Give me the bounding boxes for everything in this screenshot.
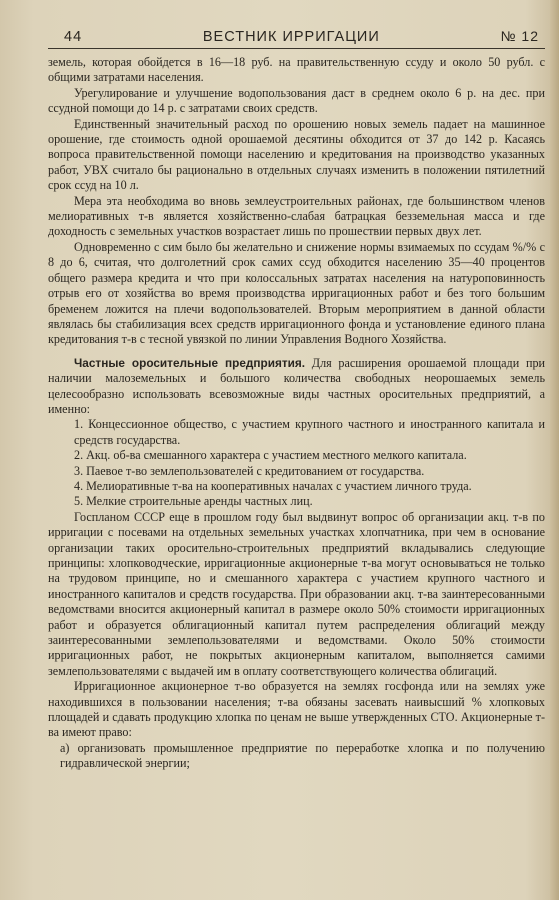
page-edge [550, 0, 559, 900]
section-intro-paragraph [48, 356, 545, 418]
paragraph: Ирригационное акционерное т-во образуется на землях госфонда или на землях уже находившихся в пользовании населения; т-ва обязаны засевать наивысший % хлопковых площадей и сдавать продукцию хлопка по ценам не выше утвержденных СТО. Акционерные т-ва имеют право: [48, 679, 545, 740]
journal-title: ВЕСТНИК ИРРИГАЦИИ [202, 29, 380, 45]
list-item: 5. Мелкие строительные аренды частных лиц. [74, 494, 313, 509]
article-body [48, 55, 545, 772]
page-number: 44 [64, 29, 83, 45]
paragraph: Одновременно с сим было бы желательно и снижение нормы взимаемых по ссудам %/% с 8 до 6, считая, что долголетний срок самих ссуд обходится населению 35—40 процентов общего размера кредита и что при колоссальных затратах населения на натуроповинность отрыв его от хозяйства во время производства ирригационных работ и без того большим бременем ложится на плечи водопользователей. Вторым мероприятием в данной области являлась бы стабилизация всех средств ирригационного фонда и установление единого плана кредитования т-в с тесной увязкой по линии Управления Водного Хозяйства. [48, 239, 545, 347]
paragraph: Госпланом СССР еще в прошлом году был выдвинут вопрос об организации акц. т-в по ирригации с посевами на отдельных земельных участках хлопчатника, при чем в основание организации таких оросительно-строительных предприятий вкладывались следующие принципы: хлопководческие, ирригационные акционерные т-ва могут основываться не только на трудовом принципе, но и смешанного характера с участием крупного частного и иностранного капиталов и средств государства. При образовании акц. т-ва заинтересованными ведомствами вносится акционерный капитал в размере около 50% стоимости ирригационных работ и образуется облигационный капитал путем распределения облигаций между заинтересованными землепользователями и ведомствами. Около 50% стоимости ирригационных работ, не покрытых акционерным капиталом, выполняется самими землепользователями с выдачей им в оплату соответствующего количества облигаций. [48, 509, 545, 678]
paragraph: Урегулирование и улучшение водопользования даст в среднем около 6 р. на дес. при ссудной помощи до 14 р. с затратами своих средств. [48, 85, 545, 116]
paragraph: Единственный значительный расход по орошению новых земель падает на машинное орошение, где стоимость одной орошаемой десятины обходится от 37 до 142 р. Касаясь вопроса правительственной помощи населению и кредитования на производство указанных работ, УВХ считало бы рационально в отдельных случаях изменить в положении пятилетний срок ссуд на 10 л. [48, 116, 545, 193]
section-heading: Частные оросительные предприятия. [74, 355, 306, 370]
list-item: 4. Мелиоративные т-ва на кооперативных началах с участием личного труда. [74, 478, 472, 493]
list-item: 3. Паевое т-во землепользователей с кредитованием от государства. [74, 463, 425, 478]
list-item: 2. Акц. об-ва смешанного характера с участием местного мелкого капитала. [74, 448, 467, 463]
paragraph: а) организовать промышленное предприятие по переработке хлопка и по получению гидравлической энергии; [60, 740, 545, 771]
paragraph: Мера эта необходима во вновь землеустроительных районах, где большинством членов мелиоративных т-в является хозяйственно-слабая батрацкая безземельная масса и где доходность с земельных участков возрастает лишь по прошествии первых двух лет. [48, 193, 545, 239]
list-item: 1. Концессионное общество, с участием крупного частного и иностранного капитала и средств государства. [74, 417, 545, 447]
section-intro: Для расширения орошаемой площади при наличии малоземельных и большого количества свободных неорошаемых земель целесообразно использовать всевозможные виды частных оросительных предприятий, а именно: [48, 355, 546, 416]
issue-number: № 12 [500, 28, 539, 44]
running-header [48, 28, 545, 49]
paragraph: земель, которая обойдется в 16—18 руб. на правительственную ссуду и около 50 рубл. с общими затратами населения. [48, 55, 545, 85]
